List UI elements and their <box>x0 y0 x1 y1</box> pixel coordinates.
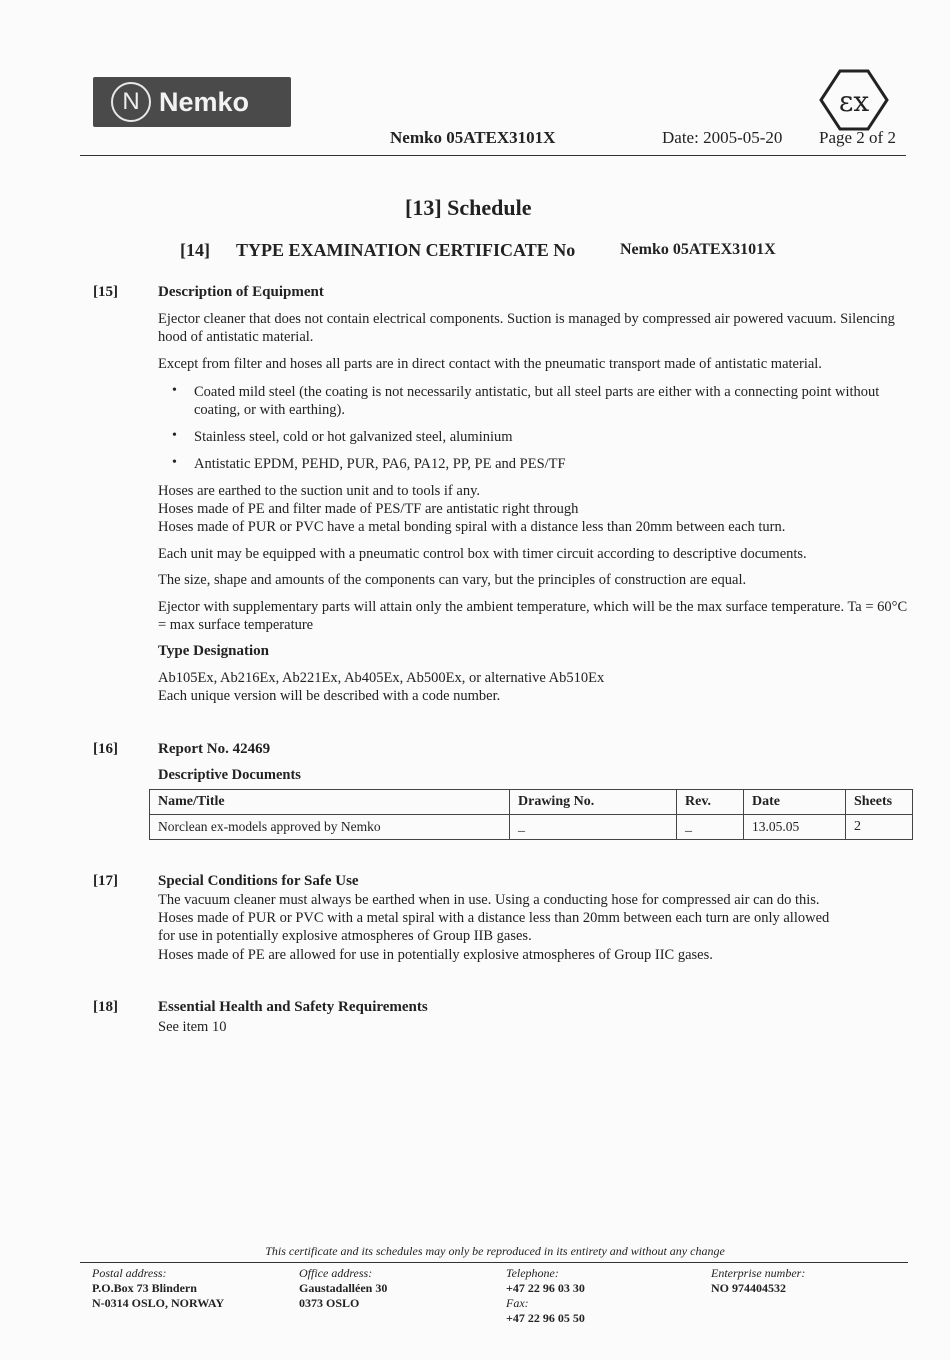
telephone-number: +47 22 96 03 30 <box>506 1281 585 1295</box>
postal-line-2: N-0314 OSLO, NORWAY <box>92 1296 225 1310</box>
s15-p2: Except from filter and hoses all parts are in direct contact with the pneumatic transport made of antistatic material. <box>158 356 822 372</box>
s15-hoses-3: Hoses made of PUR or PVC have a metal bonding spiral with a distance less than 20mm between each turn. <box>158 519 786 535</box>
fax-label: Fax: <box>506 1296 529 1310</box>
table-header-row <box>150 790 913 815</box>
footer-divider <box>80 1262 908 1263</box>
bullet-icon: • <box>172 383 177 398</box>
svg-text:εx: εx <box>838 85 870 118</box>
s17-line-4: Hoses made of PE are allowed for use in potentially explosive atmospheres of Group IIC gases. <box>158 947 713 963</box>
descriptive-docs-title: Descriptive Documents <box>158 767 301 783</box>
s18-text: See item 10 <box>158 1019 227 1035</box>
s18-title: Essential Health and Safety Requirements <box>158 999 428 1015</box>
col-drawing-no: Drawing No. <box>510 790 677 815</box>
s17-num: [17] <box>93 873 118 889</box>
logo-text: Nemko <box>159 86 250 117</box>
cell-name: Norclean ex-models approved by Nemko <box>150 815 510 840</box>
office-label: Office address: <box>299 1266 373 1280</box>
s15-hoses-1: Hoses are earthed to the suction unit and to tools if any. <box>158 483 481 499</box>
footer-note: This certificate and its schedules may only be reproduced in its entirety and without any change <box>265 1244 725 1258</box>
s15-num: [15] <box>93 284 118 300</box>
s15-title: Description of Equipment <box>158 284 324 300</box>
fax-number: +47 22 96 05 50 <box>506 1311 585 1325</box>
type-designation-title: Type Designation <box>158 643 269 659</box>
s14-title: TYPE EXAMINATION CERTIFICATE No <box>236 240 576 260</box>
type-designation-note: Each unique version will be described with a code number. <box>158 688 501 704</box>
col-date: Date <box>744 790 846 815</box>
header-page: Page 2 of 2 <box>819 128 896 147</box>
col-name-title: Name/Title <box>150 790 510 815</box>
col-sheets: Sheets <box>846 790 913 815</box>
cell-date: 13.05.05 <box>744 815 846 840</box>
documents-table <box>149 789 913 840</box>
cell-drawing-no: _ <box>510 815 677 840</box>
type-designation-list: Ab105Ex, Ab216Ex, Ab221Ex, Ab405Ex, Ab500Ex, or alternative Ab510Ex <box>158 670 605 686</box>
s15-hoses-2: Hoses made of PE and filter made of PES/TF are antistatic right through <box>158 501 579 517</box>
s15-p5: Ejector with supplementary parts will attain only the ambient temperature, which will be the max surface temperature. Ta = 60°C = max surface temperature <box>158 599 908 633</box>
postal-line-1: P.O.Box 73 Blindern <box>92 1281 197 1295</box>
enterprise-number: NO 974404532 <box>711 1281 786 1295</box>
enterprise-label: Enterprise number: <box>711 1266 806 1280</box>
s17-line-3: for use in potentially explosive atmospheres of Group IIB gases. <box>158 928 532 944</box>
col-rev: Rev. <box>677 790 744 815</box>
s15-p3: Each unit may be equipped with a pneumatic control box with timer circuit according to descriptive documents. <box>158 546 807 562</box>
table-row <box>150 815 913 840</box>
s17-title: Special Conditions for Safe Use <box>158 873 359 889</box>
s15-p1: Ejector cleaner that does not contain electrical components. Suction is managed by compressed air powered vacuum. Silencing hood of antistatic material. <box>158 311 895 345</box>
bullet-icon: • <box>172 455 177 470</box>
postal-label: Postal address: <box>92 1266 167 1280</box>
s15-p4: The size, shape and amounts of the components can vary, but the principles of construction are equal. <box>158 572 747 588</box>
s14-num: [14] <box>180 240 210 260</box>
cell-sheets: 2 <box>846 815 913 840</box>
s18-num: [18] <box>93 999 118 1015</box>
office-line-1: Gaustadalléen 30 <box>299 1281 388 1295</box>
telephone-label: Telephone: <box>506 1266 559 1280</box>
s15-bullet-1: Coated mild steel (the coating is not necessarily antistatic, but all steel parts are either with a connecting point without coating, or with earthing). <box>194 384 880 418</box>
schedule-title: [13] Schedule <box>405 195 532 220</box>
s17-line-2: Hoses made of PUR or PVC with a metal spiral with a distance less than 20mm between each turn are only allowed <box>158 910 830 926</box>
ex-mark-icon <box>818 68 890 132</box>
s14-cert: Nemko 05ATEX3101X <box>620 241 776 258</box>
s15-bullet-3: Antistatic EPDM, PEHD, PUR, PA6, PA12, PP, PE and PES/TF <box>194 456 566 472</box>
s15-bullet-2: Stainless steel, cold or hot galvanized steel, aluminium <box>194 429 513 445</box>
s17-line-1: The vacuum cleaner must always be earthed when in use. Using a conducting hose for compressed air can do this. <box>158 892 820 908</box>
logo-n-icon: N <box>111 82 151 122</box>
header-date: Date: 2005-05-20 <box>662 128 783 147</box>
s16-num: [16] <box>93 741 118 757</box>
office-line-2: 0373 OSLO <box>299 1296 360 1310</box>
header-divider <box>80 155 906 156</box>
nemko-logo <box>93 77 291 127</box>
bullet-icon: • <box>172 428 177 443</box>
s16-title: Report No. 42469 <box>158 741 271 757</box>
cell-rev: _ <box>677 815 744 840</box>
header-cert-no: Nemko 05ATEX3101X <box>390 128 556 147</box>
